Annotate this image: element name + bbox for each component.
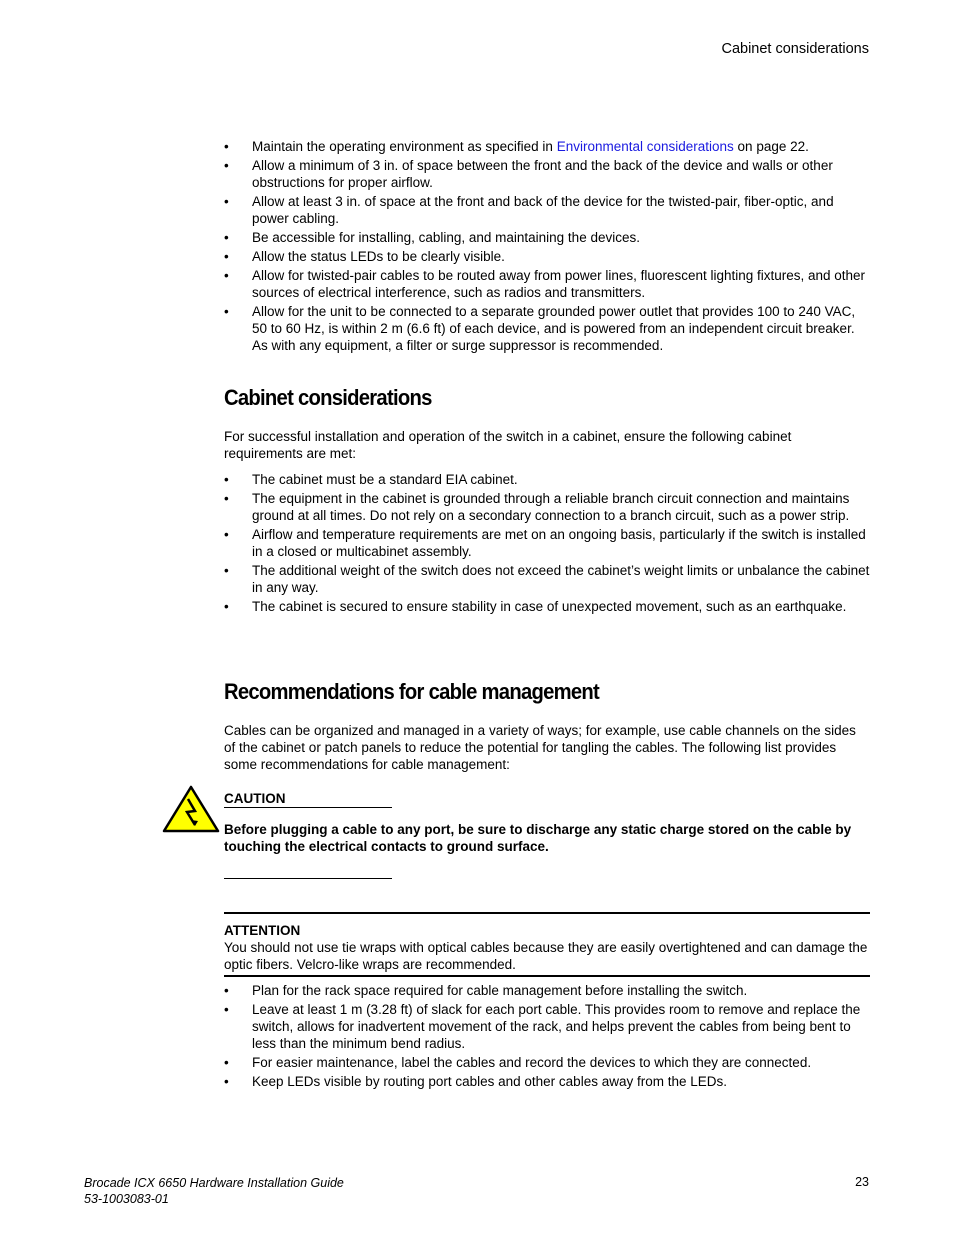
bullet: • — [224, 1002, 229, 1017]
bullet: • — [224, 194, 229, 209]
caution-label: CAUTION — [224, 791, 286, 806]
bullet: • — [224, 304, 229, 319]
list-item — [224, 982, 870, 999]
list-item-text: Plan for the rack space required for cable management before installing the switch. — [252, 983, 748, 998]
list-item-text: Allow for the unit to be connected to a separate grounded power outlet that provides 100 to 240 VAC, 50 to 60 Hz, is within 2 m (6.6 ft) of each device, and is powered from an independent circuit breaker. As with any equipment, a filter or surge suppressor is recommended. — [252, 304, 856, 353]
caution-text: Before plugging a cable to any port, be sure to discharge any static charge stored on the cable by touching the electrical contacts to ground surface. — [224, 822, 852, 854]
list-item-text: For easier maintenance, label the cables and record the devices to which they are connected. — [252, 1055, 812, 1070]
attention-box — [224, 912, 870, 977]
doc-title: Brocade ICX 6650 Hardware Installation Guide — [84, 1176, 344, 1190]
caution-block — [224, 791, 392, 808]
bullet: • — [224, 599, 229, 614]
list-item-text-pre: Maintain the operating environment as specified in — [252, 139, 557, 154]
attention-text: You should not use tie wraps with optical cables because they are easily overtightened and can damage the optic fibers. Velcro-like wraps are recommended. — [224, 940, 868, 972]
list-item — [224, 1054, 870, 1071]
cable-section — [224, 982, 870, 1092]
list-item — [224, 157, 870, 191]
list-item-text: Allow at least 3 in. of space at the front and back of the device for the twisted-pair, fiber-optic, and power cabling. — [252, 194, 834, 226]
bullet: • — [224, 983, 229, 998]
list-item — [224, 248, 870, 265]
cable-management-heading: Recommendations for cable management — [224, 679, 600, 704]
bullet: • — [224, 230, 229, 245]
bullet: • — [224, 158, 229, 173]
list-item-text: Keep LEDs visible by routing port cables and other cables away from the LEDs. — [252, 1074, 727, 1089]
bullet: • — [224, 472, 229, 487]
list-item-text: Allow for twisted-pair cables to be routed away from power lines, fluorescent lighting fixtures, and other sources of electrical interference, such as radios and transmitters. — [252, 268, 866, 300]
bullet: • — [224, 491, 229, 506]
list-item — [224, 267, 870, 301]
list-item — [224, 138, 870, 155]
list-item-text: Leave at least 1 m (3.28 ft) of slack for each port cable. This provides room to remove and replace the switch, allows for inadvertent movement of the rack, and helps prevent the cables from being bent to less than the minimum bend radius. — [252, 1002, 861, 1051]
list-item-text: The equipment in the cabinet is grounded through a reliable branch circuit connection and maintains ground at all times. Do not rely on a secondary connection to a branch circuit, such as a power strip. — [252, 491, 850, 523]
bullet: • — [224, 268, 229, 283]
cabinet-intro: For successful installation and operation of the switch in a cabinet, ensure the following cabinet requirements are met: — [224, 429, 792, 461]
cable-intro: Cables can be organized and managed in a variety of ways; for example, use cable channels on the sides of the cabinet or patch panels to reduce the potential for tangling the cables. The following list provides some recommendations for cable management: — [224, 723, 856, 772]
footer — [84, 1175, 344, 1207]
list-item-text: Be accessible for installing, cabling, and maintaining the devices. — [252, 230, 640, 245]
list-item — [224, 303, 870, 354]
bullet: • — [224, 527, 229, 542]
list-item — [224, 1073, 870, 1090]
cable-list — [224, 982, 870, 1090]
list-item — [224, 490, 870, 524]
environment-requirements — [224, 138, 870, 356]
list-item — [224, 598, 870, 615]
attention-label: ATTENTION — [224, 923, 301, 938]
cabinet-list — [224, 471, 870, 615]
cabinet-section — [224, 428, 870, 617]
list-item — [224, 526, 870, 560]
doc-number: 53-1003083-01 — [84, 1192, 169, 1206]
list-item-text: The cabinet is secured to ensure stability in case of unexpected movement, such as an earthquake. — [252, 599, 847, 614]
bullet: • — [224, 249, 229, 264]
cabinet-considerations-heading: Cabinet considerations — [224, 385, 432, 410]
electrical-hazard-warning-icon — [162, 785, 220, 833]
list-item-text: The additional weight of the switch does not exceed the cabinet’s weight limits or unbalance the cabinet in any way. — [252, 563, 870, 595]
cable-intro-block — [224, 722, 870, 773]
page-number: 23 — [855, 1175, 869, 1189]
list-item — [224, 562, 870, 596]
environment-list — [224, 138, 870, 354]
bullet: • — [224, 563, 229, 578]
list-item-text-post: on page 22. — [733, 139, 809, 154]
caution-end-rule — [224, 878, 392, 879]
list-item-text: The cabinet must be a standard EIA cabinet. — [252, 472, 518, 487]
caution-rule — [224, 807, 392, 808]
list-item — [224, 229, 870, 246]
list-item — [224, 471, 870, 488]
list-item — [224, 1001, 870, 1052]
bullet: • — [224, 139, 229, 154]
bullet: • — [224, 1074, 229, 1089]
list-item-text: Allow the status LEDs to be clearly visible. — [252, 249, 505, 264]
list-item — [224, 193, 870, 227]
list-item-text: Allow a minimum of 3 in. of space between the front and the back of the device and walls or other obstructions for proper airflow. — [252, 158, 833, 190]
running-header: Cabinet considerations — [721, 41, 869, 57]
bullet: • — [224, 1055, 229, 1070]
environmental-considerations-link[interactable]: Environmental considerations — [556, 139, 734, 154]
list-item-text: Airflow and temperature requirements are met on an ongoing basis, particularly if the switch is installed in a closed or multicabinet assembly. — [252, 527, 866, 559]
